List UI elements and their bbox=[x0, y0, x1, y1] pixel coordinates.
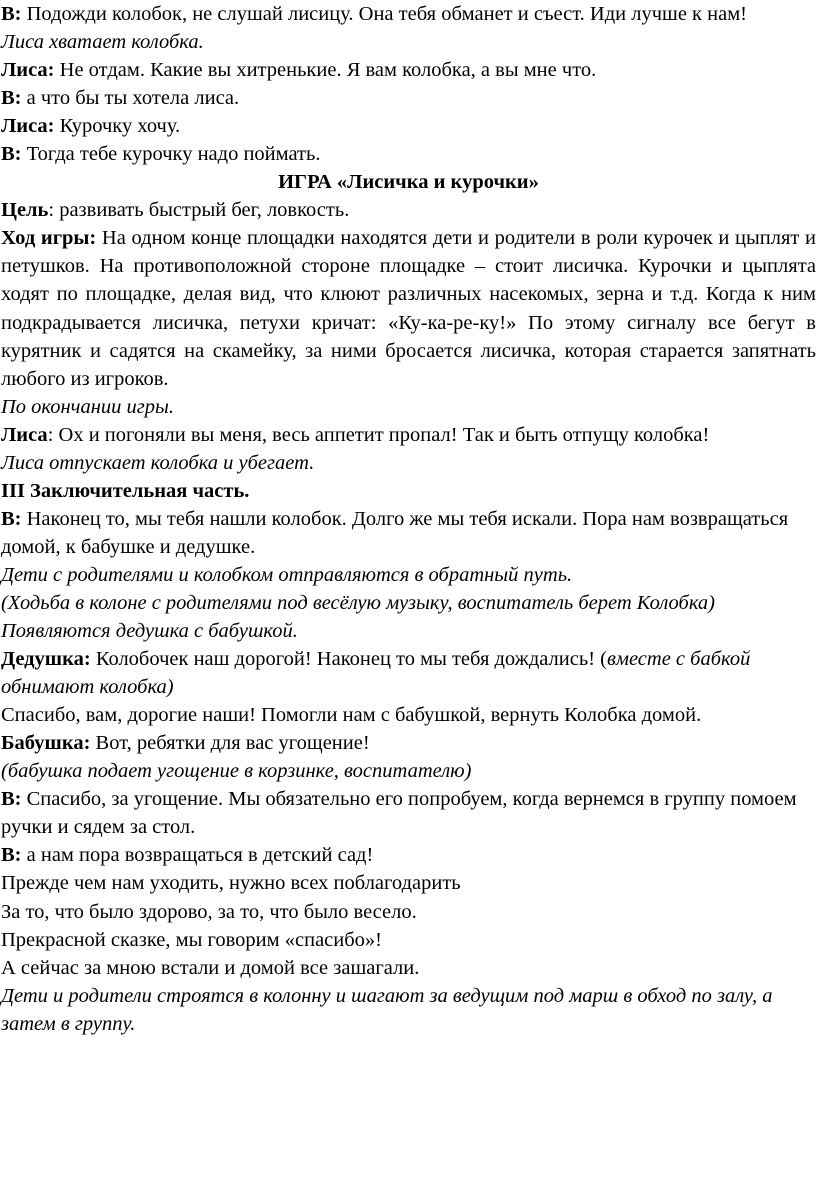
speaker-label: Лиса: bbox=[1, 115, 55, 138]
inline-stage-direction: вместе с бабкой обнимают колобка) bbox=[1, 648, 751, 699]
speaker-label: В: bbox=[1, 844, 22, 867]
section-heading: III Заключительная часть. bbox=[1, 479, 250, 502]
stage-direction: Лиса хватает колобка. bbox=[1, 31, 204, 54]
speaker-label: Бабушка: bbox=[1, 732, 91, 755]
stage-direction: Дети с родителями и колобком отправляются в обратный путь. bbox=[1, 563, 573, 586]
dialogue-line: Спасибо, вам, дорогие наши! Помогли нам с бабушкой, вернуть Колобка домой. bbox=[1, 704, 702, 727]
line-text: Не отдам. Какие вы хитренькие. Я вам колобка, а вы мне что. bbox=[54, 59, 597, 82]
stage-direction: По окончании игры. bbox=[1, 395, 174, 418]
dialogue-line bbox=[1, 56, 816, 84]
speaker-label: В: bbox=[1, 87, 22, 110]
speaker-label: Дедушка: bbox=[1, 648, 91, 671]
dialogue-line bbox=[1, 729, 816, 757]
dialogue-line bbox=[1, 785, 816, 841]
line-text: Спасибо, за угощение. Мы обязательно его попробуем, когда вернемся в группу помоем ручки и сядем за стол. bbox=[1, 788, 797, 839]
dialogue-line bbox=[1, 505, 816, 561]
stage-direction: Появляются дедушка с бабушкой. bbox=[1, 620, 298, 643]
verse-line: Прежде чем нам уходить, нужно всех поблагодарить bbox=[1, 872, 461, 895]
game-progress-text: На одном конце площадки находятся дети и родители в роли курочек и цыплят и петушков. На противоположной стороне площадке – стоит лисичка. Курочки и цыплята ходят по площадке, делая вид, что клюют различных насекомых, зерна и т.д. Когда к ним подкрадывается лисичка, петухи кричат: «Ку-ка-ре-ку!» По этому сигналу все бегут в курятник и садятся на скамейку, за ними бросается лисичка, которая старается запятнать любого из игроков. bbox=[1, 227, 816, 390]
dialogue-line bbox=[1, 140, 816, 168]
stage-direction: (Ходьба в колоне с родителями под весёлую музыку, воспитатель берет Колобка) bbox=[1, 591, 715, 614]
speaker-label: В: bbox=[1, 788, 22, 811]
stage-direction: (бабушка подает угощение в корзинке, воспитателю) bbox=[1, 760, 472, 783]
speaker-label: Лиса bbox=[1, 423, 48, 446]
game-progress-label: Ход игры: bbox=[1, 227, 97, 250]
goal-label: Цель bbox=[1, 199, 49, 222]
verse-line: За то, что было здорово, за то, что было весело. bbox=[1, 900, 417, 923]
line-text: Тогда тебе курочку надо поймать. bbox=[21, 143, 321, 166]
dialogue-line bbox=[1, 645, 816, 701]
game-goal bbox=[1, 196, 816, 224]
line-text: Подожди колобок, не слушай лисицу. Она тебя обманет и съест. Иди лучше к нам! bbox=[21, 3, 748, 25]
line-text: : Ох и погоняли вы меня, весь аппетит пропал! Так и быть отпущу колобка! bbox=[47, 423, 710, 446]
line-text: а нам пора возвращаться в детский сад! bbox=[21, 844, 374, 867]
stage-direction: Дети и родители строятся в колонну и шагают за ведущим под марш в обход по залу, а затем в группу. bbox=[1, 984, 773, 1035]
game-title: ИГРА «Лисичка и курочки» bbox=[278, 171, 539, 194]
dialogue-line bbox=[1, 84, 816, 112]
speaker-label: В: bbox=[1, 507, 22, 530]
dialogue-line bbox=[1, 0, 816, 28]
line-text: а что бы ты хотела лиса. bbox=[21, 87, 240, 110]
speaker-label: В: bbox=[1, 143, 22, 166]
dialogue-line bbox=[1, 841, 816, 869]
speaker-label: В: bbox=[1, 3, 22, 25]
speaker-label: Лиса: bbox=[1, 59, 55, 82]
dialogue-line bbox=[1, 112, 816, 140]
line-text: Наконец то, мы тебя нашли колобок. Долго же мы тебя искали. Пора нам возвращаться домой, к бабушке и дедушке. bbox=[1, 507, 789, 558]
line-text: Вот, ребятки для вас угощение! bbox=[90, 732, 370, 755]
game-description bbox=[1, 224, 816, 392]
verse-line: А сейчас за мною встали и домой все зашагали. bbox=[1, 956, 420, 979]
goal-text: : развивать быстрый бег, ловкость. bbox=[48, 199, 350, 222]
stage-direction: Лиса отпускает колобка и убегает. bbox=[1, 451, 315, 474]
line-text: Курочку хочу. bbox=[54, 115, 181, 138]
verse-line: Прекрасной сказке, мы говорим «спасибо»! bbox=[1, 928, 382, 951]
dialogue-line bbox=[1, 421, 816, 449]
line-text: Колобочек наш дорогой! Наконец то мы тебя дождались! ( bbox=[90, 648, 607, 671]
